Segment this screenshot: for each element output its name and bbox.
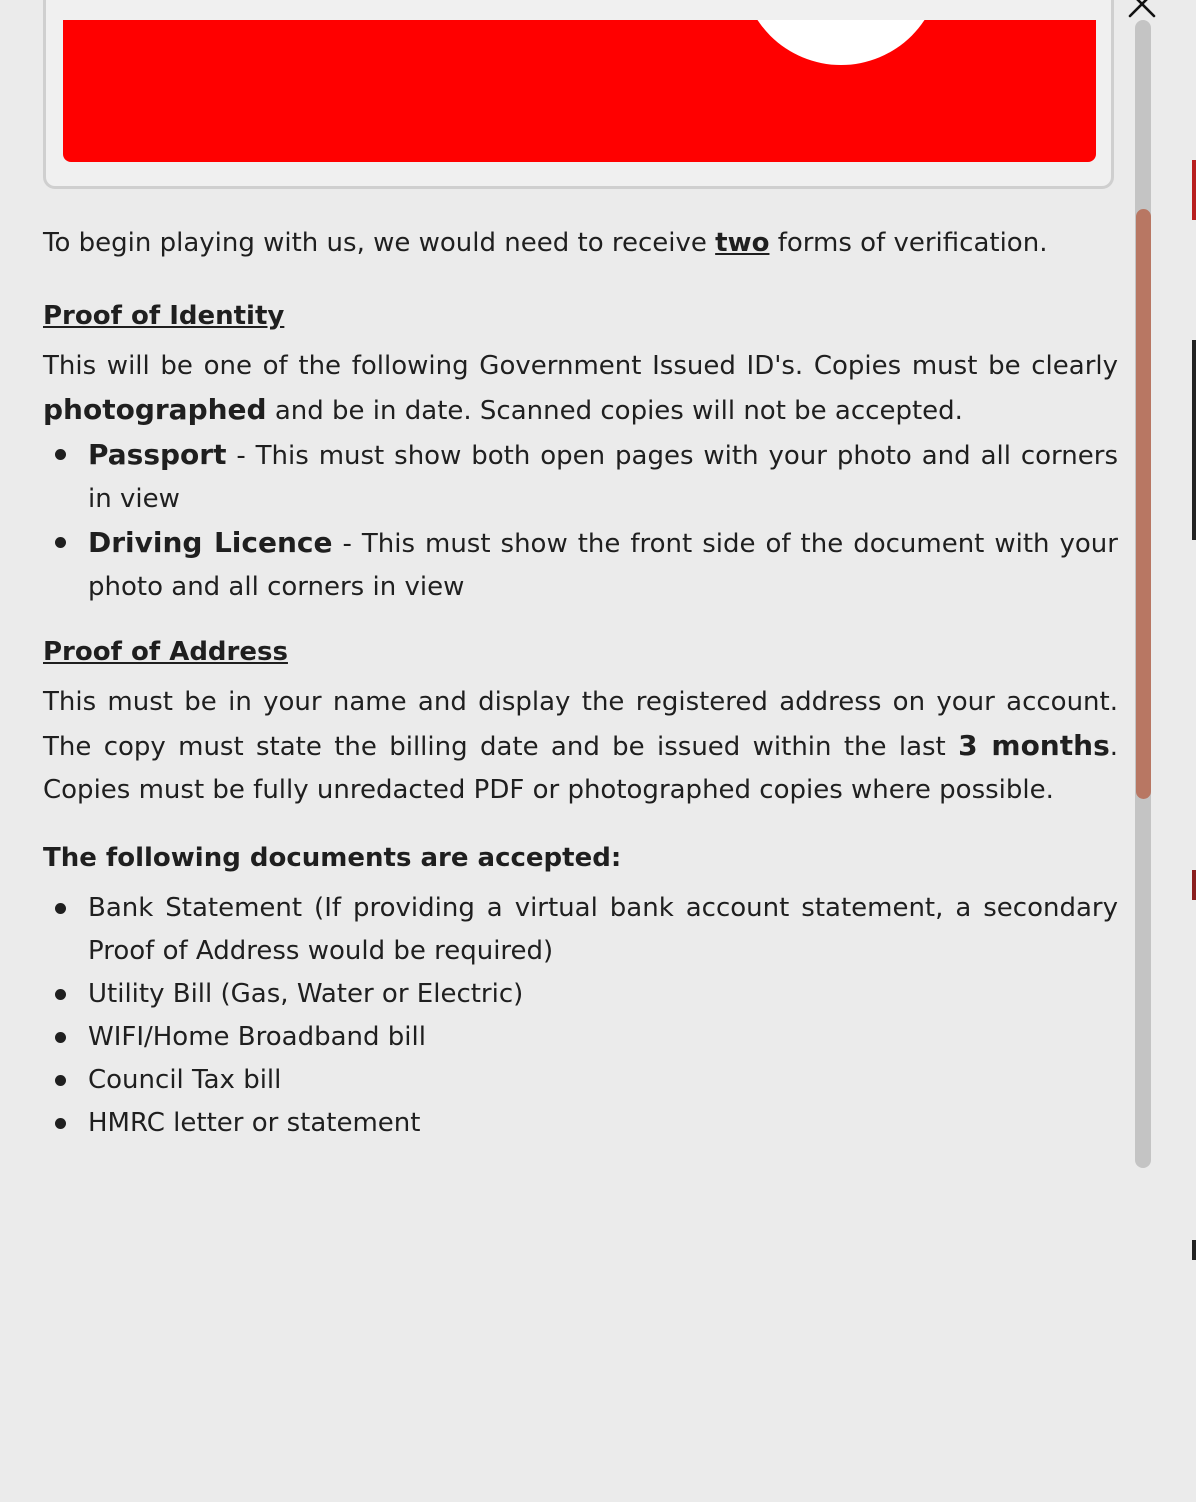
identity-heading: Proof of Identity (43, 301, 285, 331)
image-circle-shape (741, 20, 941, 65)
promo-image (63, 20, 1096, 162)
list-item: Utility Bill (Gas, Water or Electric) (88, 973, 1118, 1016)
intro-emphasis: two (715, 228, 770, 258)
list-item: Driving Licence - This must show the front side of the document with your photo and all corners in view (88, 521, 1118, 609)
background-page-edge (1192, 0, 1196, 1502)
verification-content (43, 222, 1118, 1145)
address-description: This must be in your name and display the registered address on your account. The copy must state the billing date and be issued within the last 3 months. Copies must be fully unredacted PDF or photographed copies where possible. (43, 687, 1118, 805)
list-item: HMRC letter or statement (88, 1102, 1118, 1145)
accepted-documents-heading: The following documents are accepted: (43, 843, 622, 873)
intro-text: To begin playing with us, we would need to receive two forms of verification. (43, 228, 1048, 258)
address-heading: Proof of Address (43, 637, 288, 667)
scrollbar-thumb[interactable] (1136, 209, 1151, 799)
list-item: WIFI/Home Broadband bill (88, 1016, 1118, 1059)
list-item: Council Tax bill (88, 1059, 1118, 1102)
identity-description: This will be one of the following Government Issued ID's. Copies must be clearly photographed and be in date. Scanned copies will not be accepted. (43, 351, 1118, 426)
documents-list (43, 887, 1118, 1145)
list-item: Passport - This must show both open pages with your photo and all corners in view (88, 433, 1118, 521)
identity-list (43, 433, 1118, 609)
list-item: Bank Statement (If providing a virtual bank account statement, a secondary Proof of Address would be required) (88, 887, 1118, 973)
